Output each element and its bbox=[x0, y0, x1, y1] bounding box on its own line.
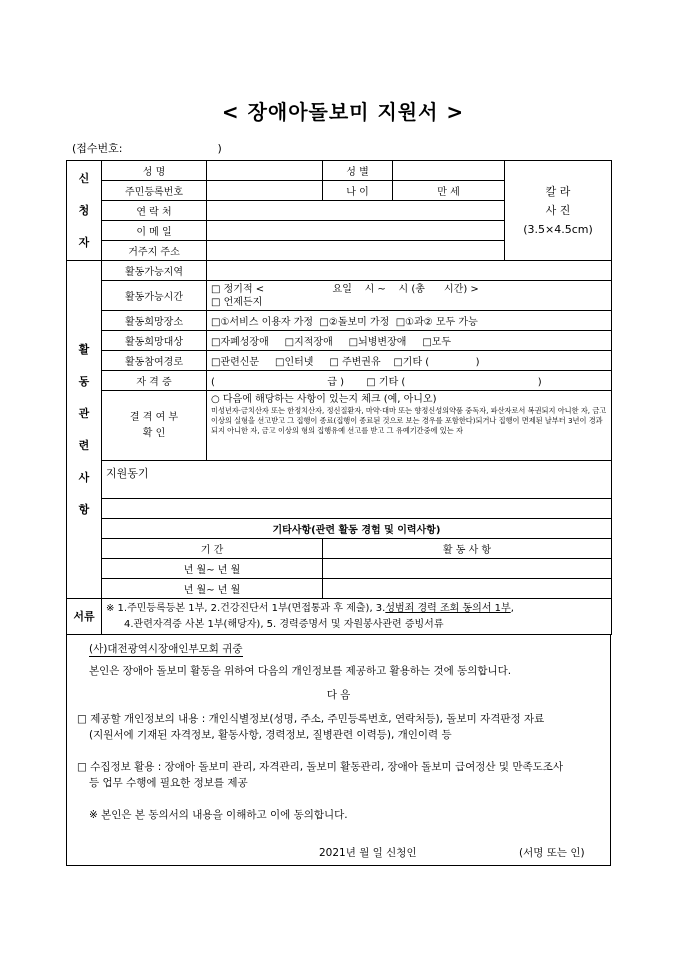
name-label: 성 명 bbox=[102, 161, 207, 181]
consent-item2[interactable]: □ 수집정보 활용 : 장애아 돌보미 관리, 자격관리, 돌보미 활동관리, 장애아 돌보미 급여정산 및 만족도조사 bbox=[77, 761, 564, 773]
place-option-1[interactable]: □①서비스 이용자 가정 bbox=[211, 317, 314, 328]
consent-item1-detail: (지원서에 기재된 자격정보, 활동사항, 경력정보, 질병관련 이력등), 개인이력 등 bbox=[89, 729, 452, 741]
anytime-checkbox[interactable]: □ 언제든지 bbox=[211, 296, 263, 308]
rrn-label: 주민등록번호 bbox=[102, 181, 207, 201]
place-option-3[interactable]: □①과② 모두 가능 bbox=[395, 317, 478, 328]
documents-label: 서류 bbox=[67, 599, 102, 635]
receipt-number bbox=[72, 140, 222, 156]
target-options bbox=[207, 331, 612, 351]
area-label: 활동가능지역 bbox=[102, 261, 207, 281]
route-option-1[interactable]: □관련신문 bbox=[211, 357, 260, 368]
documents-list bbox=[102, 599, 612, 635]
consent-intro: 본인은 장애아 돌보미 활동을 위하여 다음의 개인정보를 제공하고 활용하는 것에 동의합니다. bbox=[89, 665, 512, 677]
time-total: 시간) > bbox=[444, 283, 479, 295]
time-day: 요일 bbox=[332, 283, 352, 295]
age-field[interactable]: 만 세 bbox=[393, 181, 505, 201]
route-label: 활동참여경로 bbox=[102, 351, 207, 371]
time-to: 시 (총 bbox=[398, 283, 425, 295]
cert-label: 자 격 증 bbox=[102, 371, 207, 391]
consent-sign[interactable]: (서명 또는 인) bbox=[519, 847, 585, 859]
target-option-2[interactable]: □지적장애 bbox=[284, 337, 333, 348]
place-options bbox=[207, 311, 612, 331]
consent-recipient: (사)대전광역시장애인부모회 귀중 bbox=[89, 643, 243, 655]
content-row-2[interactable] bbox=[323, 579, 612, 599]
time-label: 활동가능시간 bbox=[102, 281, 207, 311]
gender-label: 성 별 bbox=[323, 161, 393, 181]
route-option-2[interactable]: □인터넷 bbox=[275, 357, 314, 368]
address-label: 거주지 주소 bbox=[102, 241, 207, 261]
page-title: < 장애아돌보미 지원서 > bbox=[221, 100, 465, 124]
route-options bbox=[207, 351, 612, 371]
disqualification-label: 결 격 여 부 확 인 bbox=[102, 391, 207, 461]
name-field[interactable] bbox=[207, 161, 323, 181]
age-label: 나 이 bbox=[323, 181, 393, 201]
disqualification-detail: 미성년자·금치산자 또는 한정치산자, 정신질환자, 마약·대마 또는 향정신성의약품 중독자, 파산자로서 복권되지 아니한 자, 금고 이상의 실형을 선고받고 그 집행이 종료(집행이 종료된 것으로 보는 경우를 포함한다)되거나 집행이 면제된 날부터 3년이 경과되지 아니한 자, 금고 이상의 형의 집행유예 선고를 받고 그 유예기간중에 있는 자 bbox=[211, 406, 607, 435]
documents-line2: 4.관련자격증 사본 1부(해당자), 5. 경력증명서 및 자원봉사관련 증빙서류 bbox=[124, 618, 444, 630]
rrn-field[interactable] bbox=[207, 181, 323, 201]
documents-sexcrime: 성범죄 경력 조회 동의서 1부 bbox=[385, 602, 511, 614]
documents-line1: ※ 1.주민등록등본 1부, 2.건강진단서 1부(면접통과 후 제출), 3. bbox=[106, 602, 386, 614]
route-option-3[interactable]: □ 주변권유 bbox=[329, 357, 381, 368]
period-label: 기 간 bbox=[102, 539, 323, 559]
route-option-4[interactable]: □기타 ( bbox=[393, 357, 430, 368]
receipt-close: ) bbox=[217, 142, 222, 155]
consent-next: 다 음 bbox=[326, 689, 351, 701]
consent-item2-detail: 등 업무 수행에 필요한 정보를 제공 bbox=[89, 777, 248, 789]
photo-box[interactable]: 칼 라 사 진 (3.5×4.5cm) bbox=[505, 161, 612, 261]
period-row-2[interactable]: 년 월~ 년 월 bbox=[102, 579, 323, 599]
applicant-section: 신 청 자 bbox=[67, 161, 102, 261]
cert-other-checkbox[interactable]: □ 기타 ( bbox=[366, 377, 406, 388]
consent-agree: ※ 본인은 본 동의서의 내용을 이해하고 이에 동의합니다. bbox=[89, 809, 348, 821]
place-label: 활동희망장소 bbox=[102, 311, 207, 331]
time-options bbox=[207, 281, 612, 311]
contact-field[interactable] bbox=[207, 201, 505, 221]
place-option-2[interactable]: □②돌보미 가정 bbox=[319, 317, 390, 328]
receipt-label: (접수번호: bbox=[72, 142, 123, 155]
disqualification-question: ○ 다음에 해당하는 사항이 있는지 체크 (예, 아니오) bbox=[211, 394, 437, 405]
documents-comma: , bbox=[510, 602, 514, 614]
gender-field[interactable] bbox=[393, 161, 505, 181]
email-label: 이 메 일 bbox=[102, 221, 207, 241]
cert-field[interactable] bbox=[207, 371, 612, 391]
period-row-1[interactable]: 년 월~ 년 월 bbox=[102, 559, 323, 579]
area-field[interactable] bbox=[207, 261, 612, 281]
consent-item1[interactable]: □ 제공할 개인정보의 내용 : 개인식별정보(성명, 주소, 주민등록번호, 연락처등), 돌보미 자격판정 자료 bbox=[77, 713, 545, 725]
target-option-3[interactable]: □뇌병변장애 bbox=[348, 337, 407, 348]
other-header: 기타사항(관련 활동 경험 및 이력사항) bbox=[102, 519, 612, 539]
consent-date[interactable]: 2021년 월 일 신청인 bbox=[319, 847, 417, 859]
activity-section: 활 동 관 련 사 항 bbox=[67, 261, 102, 599]
motive-label: 지원동기 bbox=[106, 467, 149, 480]
target-option-1[interactable]: □자폐성장애 bbox=[211, 337, 269, 348]
consent-box bbox=[66, 634, 611, 866]
motive-field[interactable] bbox=[102, 461, 612, 499]
content-label: 활 동 사 항 bbox=[323, 539, 612, 559]
contact-label: 연 락 처 bbox=[102, 201, 207, 221]
cert-close: ) bbox=[537, 377, 542, 388]
regular-checkbox[interactable]: □ 정기적 < bbox=[211, 283, 265, 295]
cert-grade: 급 ) bbox=[327, 377, 345, 388]
application-form bbox=[66, 160, 612, 635]
spacer-row bbox=[102, 499, 612, 519]
cert-open: ( bbox=[211, 377, 215, 388]
address-field[interactable] bbox=[207, 241, 505, 261]
time-from: 시 ~ bbox=[364, 283, 386, 295]
route-option-close: ) bbox=[475, 357, 480, 368]
target-label: 활동희망대상 bbox=[102, 331, 207, 351]
disqualification-check[interactable] bbox=[207, 391, 612, 461]
target-option-4[interactable]: □모두 bbox=[422, 337, 452, 348]
email-field[interactable] bbox=[207, 221, 505, 241]
content-row-1[interactable] bbox=[323, 559, 612, 579]
